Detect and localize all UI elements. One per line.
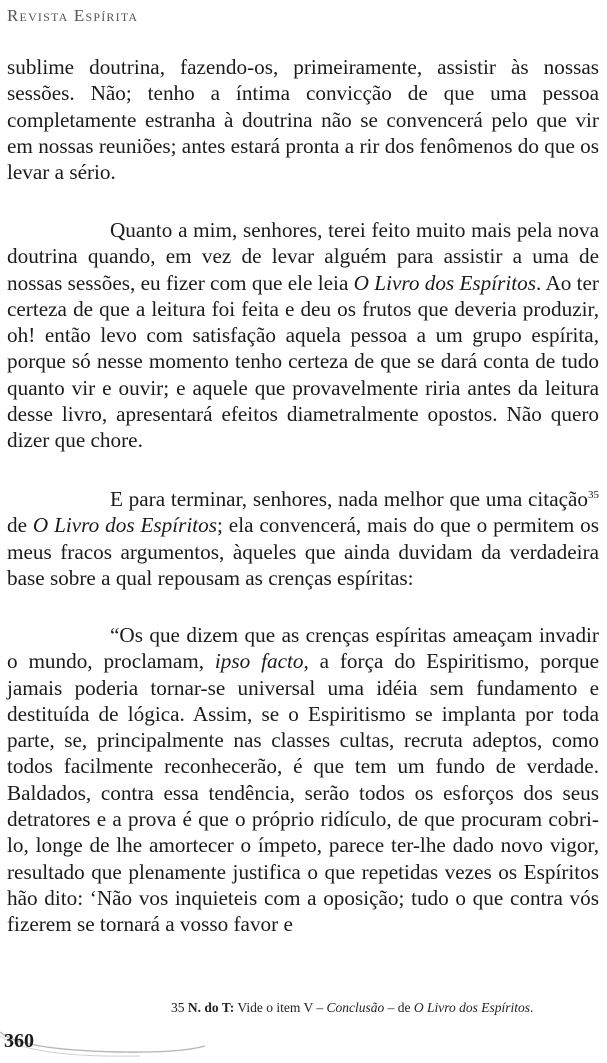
paragraph-2 xyxy=(7,217,599,454)
paragraph-3-text-c: ; ela convencerá, mais do que o permitem os meus fracos argumentos, àqueles que ainda duvidam da verdadeira base sobre a qual repousam as crenças espíritas: xyxy=(7,513,600,590)
footnote-text-b: – de xyxy=(384,1000,414,1015)
footnote-label: N. do T: xyxy=(187,1000,235,1015)
latin-phrase: ipso facto xyxy=(214,649,304,674)
footnote-reference: 35 xyxy=(588,488,599,501)
paragraph-1-text: sublime doutrina, fazendo-os, primeiramente, assistir às nossas sessões. Não; tenho a íntima convicção de que uma pessoa completamente estranha à doutrina não se convencerá pelo que vir em nossas reuniões; antes estará pronta a rir dos fenômenos do que os levar a sério. xyxy=(7,55,599,185)
paragraph-3 xyxy=(7,486,599,591)
footnote-text-a: Vide o item V – xyxy=(234,1000,327,1015)
footnote-italic-b: O Livro dos Espíritos xyxy=(413,1000,531,1015)
page-number: 360 xyxy=(4,1030,34,1052)
quote-text-b: , a força do Espiritismo, porque jamais poderia tornar-se universal uma idéia sem fundamento e destituída de lógica. Assim, se o Espiritismo se implanta por toda parte, se, principalmente nas classes cultas, recruta adeptos, como todos facilmente reconhecerão, é que tem um fundo de verdade. Baldados, contra essa tendência, serão todos os esforços dos seus detratores e a prova é que o próprio ridículo, de que procuram cobri-lo, longe de lhe amortecer o ímpeto, parece ter-lhe dado novo vigor, resultado que plenamente justifica o que repetidas vezes os Espíritos hão dito: ‘Não vos inquieteis com a oposição; tudo o que contra vós fizerem se tornará a vosso favor e xyxy=(7,649,599,937)
footnote xyxy=(171,1000,533,1016)
quote-text-a: “Os que dizem que as crenças espíritas ameaçam invadir o mundo, proclamam, xyxy=(7,623,599,674)
paragraph-3-text-a: E para terminar, senhores, nada melhor que uma citação xyxy=(110,487,588,511)
footnote-text-c: . xyxy=(530,1000,534,1015)
footnote-italic-a: Conclusão xyxy=(326,1000,385,1015)
paragraph-3-text-b: de xyxy=(7,513,33,538)
book-title: O Livro dos Espíritos xyxy=(32,513,218,538)
paragraph-1 xyxy=(7,54,599,185)
paragraph-2-text-a: Quanto a mim, senhores, terei feito muito mais pela nova doutrina quando, em vez de levar alguém para assistir a uma de nossas sessões, eu fizer com que ele leia xyxy=(7,218,599,295)
footnote-number: 35 xyxy=(171,1000,185,1015)
running-header: Revista Espírita xyxy=(7,6,139,25)
paragraph-4-quote xyxy=(7,622,599,938)
book-title: O Livro dos Espíritos xyxy=(353,270,536,295)
paragraph-2-text-b: . Ao ter certeza de que a leitura foi feita e deu os frutos que deveria produzir, oh! então levo com satisfação aquela pessoa a um grupo espírita, porque só nesse momento tenho certeza de que se dará conta de tudo quanto vir e ouvir; e aquele que provavelmente riria antes da leitura desse livro, apresentará efeitos diametralmente opostos. Não quero dizer que chore. xyxy=(7,270,599,453)
